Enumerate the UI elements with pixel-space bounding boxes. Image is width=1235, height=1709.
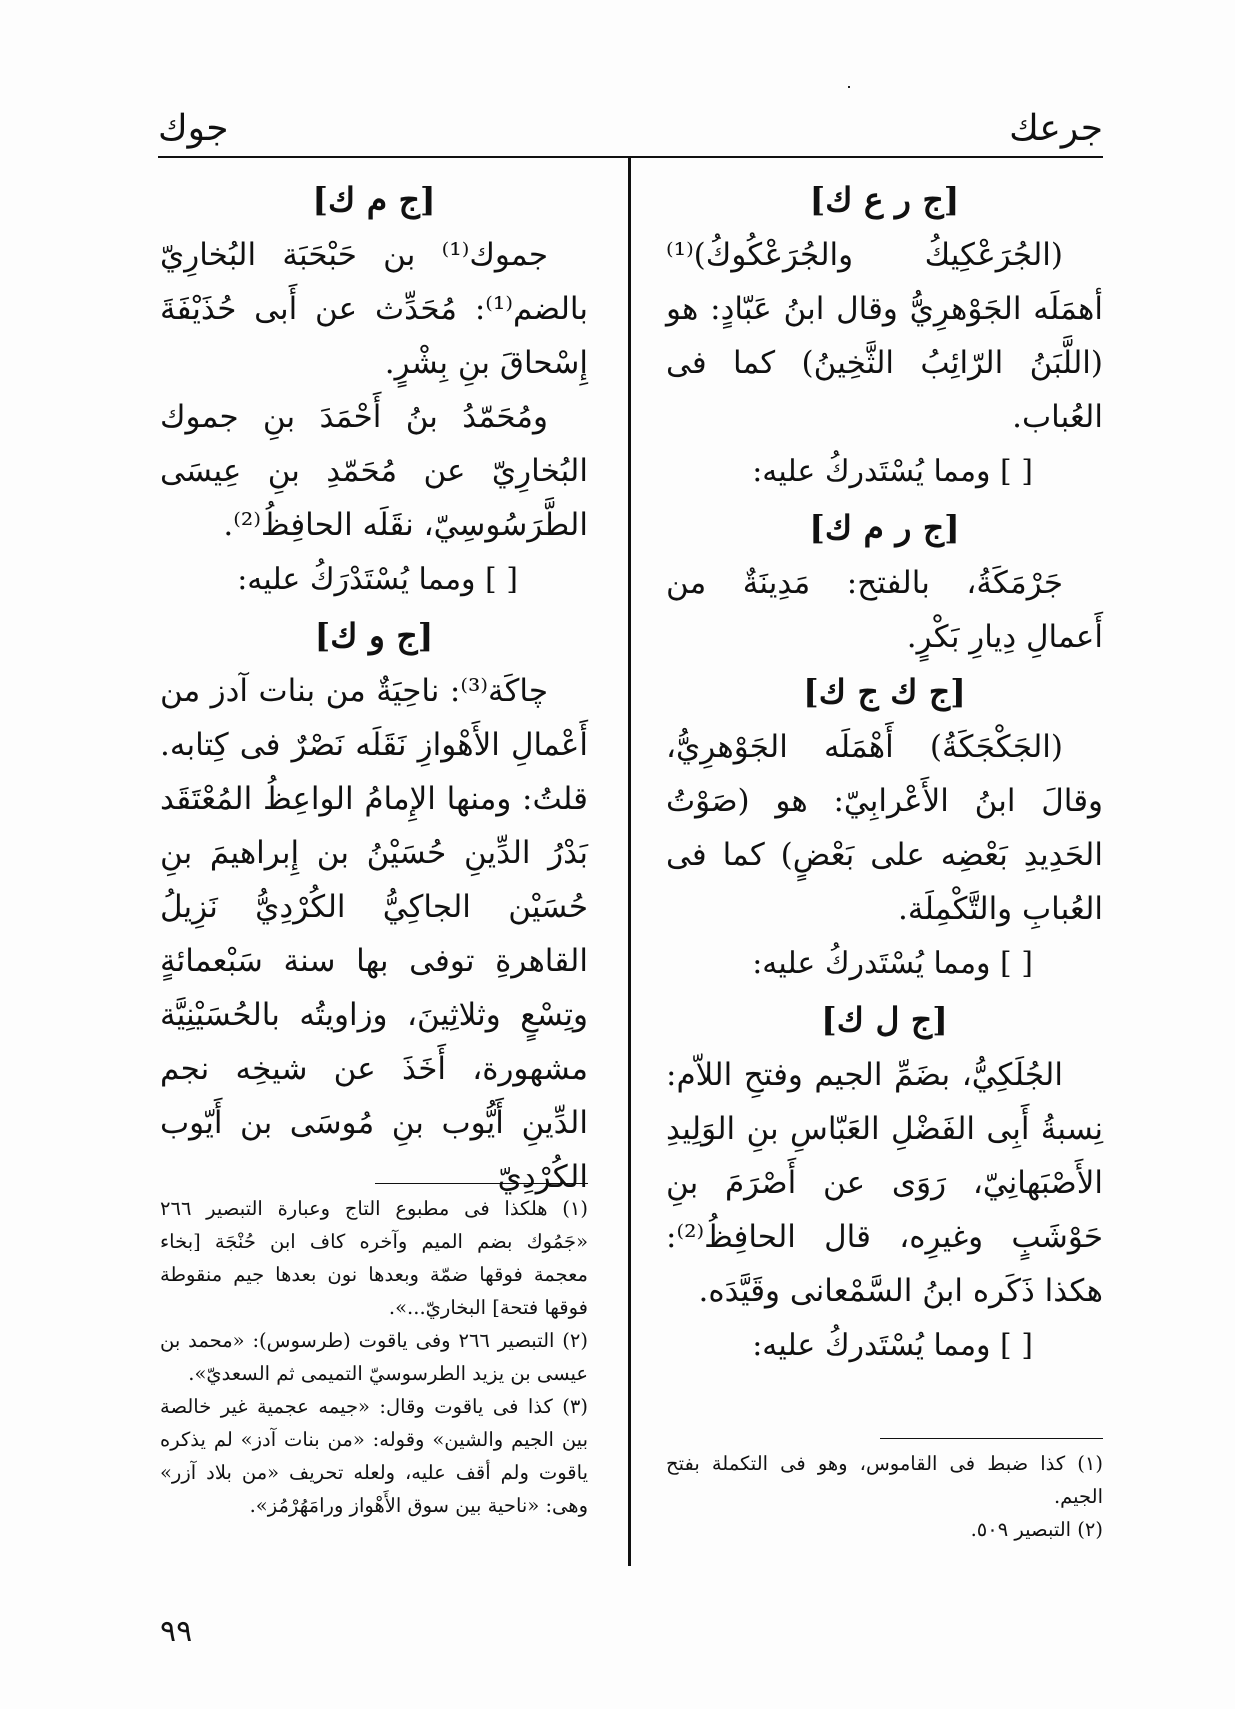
entry-heading: [ج ل ك] — [821, 1000, 948, 1039]
footnote: (٣) كذا فى ياقوت وقال: «جيمه عجمية غير خالصة بين الجيم والشين» وقوله: «من بنات آدز» لم يذكره ياقوت ولم أقف عليه، ولعله تحريف «من بلاد آزر» وهى: «ناحية بين سوق الأَهْواز ورامَهُرْمُز». — [160, 1395, 588, 1517]
entry-text: (الجَكْجَكَةُ) أَهْمَلَه الجَوْهرِيُّ، وقالَ ابنُ الأَعْرابِيّ: هو (صَوْتُ الحَدِيدِ بَعْضِه على بَعْضٍ) كما فى العُبابِ والتَّكْمِلَة. — [666, 729, 1103, 927]
right-column — [666, 172, 1103, 1374]
column-divider — [628, 158, 631, 1566]
footnotes-left — [160, 1192, 588, 1522]
entry-heading: [ج ر م ك] — [809, 508, 960, 547]
entry-text: چاكَة⁽³⁾: ناحِيَةٌ من بنات آدز من أَعْمالِ الأَهْوازِ نَقَلَه نَصْرٌ فى كِتابه. قلتُ: ومنها الإِمامُ الواعِظُ المُعْتَقَد بَدْرُ الدِّينِ حُسَيْنُ بن إِبراهيمَ بنِ حُسَيْن الجاكِيُّ الكُرْدِيُّ نَزِيلُ القاهرةِ توفى بها سنة سَبْعمائةٍ وتِسْعٍ وثلاثِينَ، وزاويتُه بالحُسَيْنِيَّة مشهورة، أَخَذَ عن شيخِه نجم الدِّينِ أَيُّوب بنِ مُوسَى بن أَيّوب الكُرْدِيّ — [160, 673, 588, 1195]
header-left-word: جوك — [158, 108, 229, 149]
mustadrak-line: [ ] ومما يُسْتَدركُ عليه: — [752, 454, 1033, 489]
print-speck — [848, 86, 850, 88]
entry-heading: [ج ر ع ك] — [809, 180, 960, 219]
footnote-rule — [375, 1183, 588, 1184]
page-number: ٩٩ — [160, 1614, 193, 1649]
entry-heading: [ج م ك] — [312, 180, 436, 219]
footnote: (٢) التبصير ٢٦٦ وفى ياقوت (طرسوس): «محمد بن عيسى بن يزيد الطرسوسيّ التميمى ثم السعديّ». — [160, 1329, 589, 1385]
footnote: (٢) التبصير ٥٠٩. — [970, 1518, 1103, 1541]
running-header — [158, 98, 1103, 158]
header-right-word: جرعك — [1009, 108, 1103, 149]
footnote-rule — [880, 1438, 1103, 1439]
footnote: (١) كذا ضبط فى القاموس، وهو فى التكملة بفتح الجيم. — [666, 1452, 1103, 1508]
left-column — [160, 172, 588, 1204]
entry-text: جَرْمَكَةُ، بالفتح: مَدِينَةٌ من أَعمالِ دِيارِ بَكْرٍ. — [666, 565, 1103, 655]
entry-heading: [ج و ك] — [314, 616, 434, 655]
footnote: (١) هلكذا فى مطبوع التاج وعبارة التبصير ٢٦٦ «جَمُوك بضم الميم وآخره كاف ابن حُنْجَة [بخاء معجمة فوقها ضمّة وبعدها نون بعدها جيم منقوطة فوقها فتحة] البخاريّ...». — [160, 1197, 588, 1319]
entry-text: الجُلَكِيُّ، بضَمِّ الجيم وفتحِ اللاّم: نِسبةُ أَبِى الفَضْلِ العَبّاسِ بنِ الوَلِيدِ الأَصْبَهانِيّ، رَوَى عن أَصْرَمَ بنِ حَوْشَبٍ وغيرِه، قال الحافِظُ⁽²⁾: هكذا ذَكَره ابنُ السَّمْعانى وقَيَّدَه. — [666, 1057, 1103, 1309]
mustadrak-line: [ ] ومما يُسْتَدركُ عليه: — [752, 946, 1033, 981]
footnotes-right — [666, 1447, 1103, 1546]
mustadrak-line: [ ] ومما يُسْتَدْرَكُ عليه: — [237, 562, 518, 597]
mustadrak-line: [ ] ومما يُسْتَدركُ عليه: — [752, 1328, 1033, 1363]
entry-text: ومُحَمّدُ بنُ أَحْمَدَ بنِ جموك البُخارِيّ عن مُحَمّدِ بنِ عِيسَى الطَّرَسُوسِيّ، نقَلَه الحافِظُ⁽²⁾. — [160, 399, 588, 543]
entry-text: جموك⁽¹⁾ بن حَبْحَبَة البُخارِيّ بالضم⁽¹⁾: مُحَدِّث عن أَبى حُذَيْفَةَ إِسْحاقَ بنِ بِشْرٍ. — [160, 237, 588, 381]
entry-text: (الجُرَعْكِيكُ والجُرَعْكُوكُ)⁽¹⁾ أهمَلَه الجَوْهرِيُّ وقال ابنُ عَبّادٍ: هو (اللَّبَنُ الرّائِبُ الثَّخِينُ) كما فى العُباب. — [666, 237, 1103, 435]
entry-heading: [ج ك ج ك] — [803, 672, 966, 711]
